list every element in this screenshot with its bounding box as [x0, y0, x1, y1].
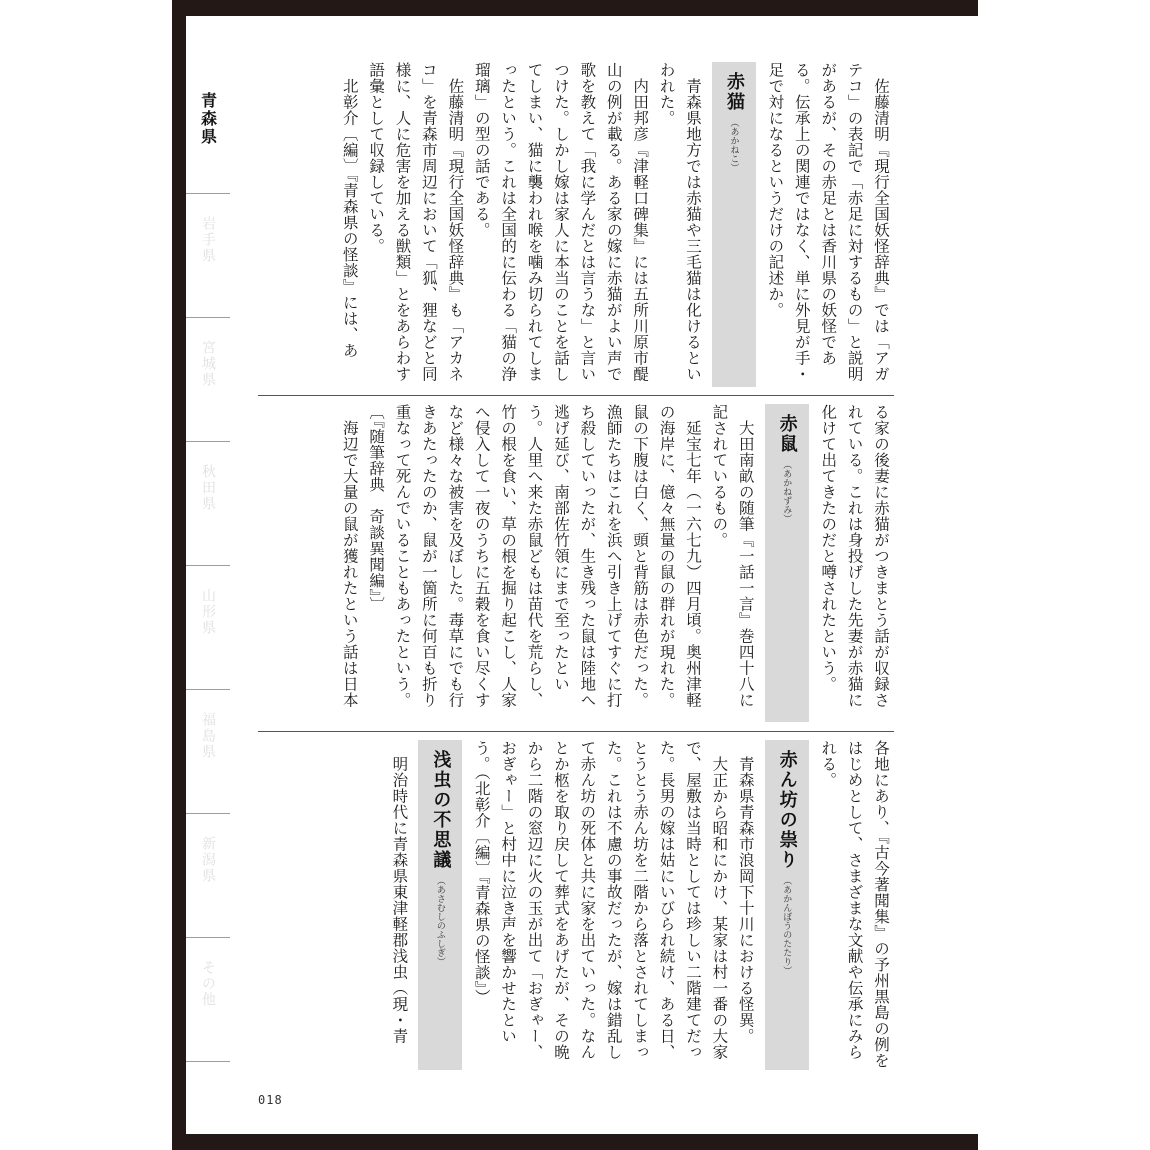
tab-yamagata[interactable]: [186, 566, 230, 690]
entry-title: 赤鼠: [776, 414, 798, 454]
tab-akita[interactable]: [186, 442, 230, 566]
entry-body-asamushi: [386, 740, 412, 1070]
paragraph: 青森県青森市浪岡下十川における怪異。: [736, 755, 755, 1044]
band-divider: [258, 395, 894, 396]
entry-heading-asamushi: [418, 740, 462, 1070]
tab-fukushima[interactable]: [186, 690, 230, 814]
entry-reading: （あかねこ）: [728, 118, 739, 172]
tab-label: 宮城県: [200, 340, 216, 388]
paragraph: 延宝七年（一六七九）四月頃。奥州津軽の海岸に、億々無量の鼠の群れが現れた。鼠の下腹は白く、頭と背筋は赤色だった。漁師たちはこれを浜へ引き上げてすぐに打ち殺していったが、生き残った鼠は陸地へ逃げ延び、南部佐竹領にまで至ったという。人里へ来た赤鼠どもは苗代を荒らし、竹の根を食い、草の根を掘り起こし、人家へ侵入して一夜のうちに五穀を食い尽くすなど様々な被害を及ぼした。毒草にでも行きあたったのか、鼠が一箇所に何百も折り重なって死んでいることもあったという。: [393, 404, 702, 708]
tab-label: 秋田県: [200, 464, 216, 512]
paragraph: 青森県地方では赤猫や三毛猫は化けるといわれた。: [657, 62, 702, 382]
tab-label: 青森県: [198, 92, 218, 146]
entry-heading-akanbo: [765, 740, 809, 1070]
entry-title: 赤ん坊の祟り: [776, 750, 798, 870]
entry-body-akanbo: [468, 740, 758, 1070]
paragraph: 佐藤清明『現行全国妖怪辞典』では「アガテコ」の表記で「赤足に対するもの」と説明があるが、その赤足とは香川県の妖怪である。伝承上の関連ではなく、単に外見が手・足で対になるというだけの記述か。: [766, 62, 890, 382]
source-citation: 〔『随筆辞典 奇談異聞編』〕: [367, 404, 386, 613]
entry-continuation: [815, 740, 894, 1070]
paragraph: 大正から昭和にかけ、某家は村一番の大家で、屋敷は当時としては珍しい二階建てだった。長男の嫁は姑にいびられ続け、ある日、とうとう赤ん坊を二階から落とされてしまった。これは不慮の事故だったが、嫁は錯乱して赤ん坊の死体と共に家を出ていった。なんとか柩を取り戻して葬式をあげたが、その晩から二階の窓辺に火の玉が出て「おぎゃー、おぎゃー」と村中に泣き声を響かせたという。（北彰介〔編〕『青森県の怪談』）: [472, 740, 729, 1060]
text-band-3: [258, 740, 894, 1070]
tab-label: 新潟県: [200, 836, 216, 884]
tab-label: その他: [200, 960, 216, 1008]
entry-reading: （あさむしのふしぎ）: [434, 876, 445, 966]
paragraph: 北彰介〔編〕『青森県の怪談』には、あ: [340, 77, 359, 358]
tab-iwate[interactable]: [186, 194, 230, 318]
tab-other[interactable]: [186, 938, 230, 1062]
entry-reading: （あかんぼうのたたり）: [781, 876, 792, 975]
entry-title: 赤猫: [723, 72, 745, 112]
band-divider: [258, 731, 894, 732]
tab-label: 山形県: [200, 588, 216, 636]
entry-continuation: [762, 62, 894, 387]
entry-heading-akaneko: [712, 62, 756, 387]
tab-niigata[interactable]: [186, 814, 230, 938]
tab-aomori[interactable]: [186, 70, 230, 194]
paragraph: 佐藤清明『現行全国妖怪辞典』も「アカネコ」を青森市周辺において「狐、狸などと同様に、人に危害を加える獣類」とをあらわす語彙として収録している。: [367, 62, 465, 382]
paragraph: 明治時代に青森県東津軽郡浅虫（現・青: [390, 755, 409, 1044]
paragraph: る家の後妻に赤猫がつきまとう話が収録されている。これは身投げした先妻が赤猫に化けて出てきたのだと噂されたという。: [819, 404, 890, 708]
entry-title: 浅虫の不思議: [430, 750, 452, 870]
text-band-2: [258, 404, 894, 722]
page-frame-top: [172, 0, 978, 16]
paragraph: 大田南畝の随筆『一話一言』巻四十八に記されているもの。: [710, 404, 755, 708]
paragraph: 海辺で大量の鼠が獲れたという話は日本: [340, 419, 359, 708]
tab-miyagi[interactable]: [186, 318, 230, 442]
prefecture-index-tabs: [186, 70, 230, 1062]
text-band-1: [258, 62, 894, 387]
tab-label: 福島県: [200, 712, 216, 760]
entry-body-akanezumi: [336, 404, 759, 722]
entry-reading: （あかねずみ）: [781, 460, 792, 523]
paragraph: 各地にあり、『古今著聞集』の予州黒島の例をはじめとして、さまざまな文献や伝承にみられる。: [819, 740, 890, 1069]
paragraph: 内田邦彦『津軽口碑集』には五所川原市醍山の例が載る。ある家の嫁に赤猫がよい声で歌を教えて「我に学んだとは言うな」と言いつけた。しかし嫁は家人に本当のことを話してしまい、猫に襲われ喉を噛み切られてしまったという。これは全国的に伝わる「猫の浄瑠璃」の型の話である。: [472, 62, 650, 382]
page-number: 018: [258, 1093, 283, 1107]
page-frame-left: [172, 0, 186, 1150]
page-frame-bottom: [172, 1134, 978, 1150]
entry-continuation: [815, 404, 894, 722]
tab-label: 岩手県: [200, 216, 216, 264]
entry-body-akaneko: [336, 62, 706, 387]
entry-heading-akanezumi: [765, 404, 809, 722]
